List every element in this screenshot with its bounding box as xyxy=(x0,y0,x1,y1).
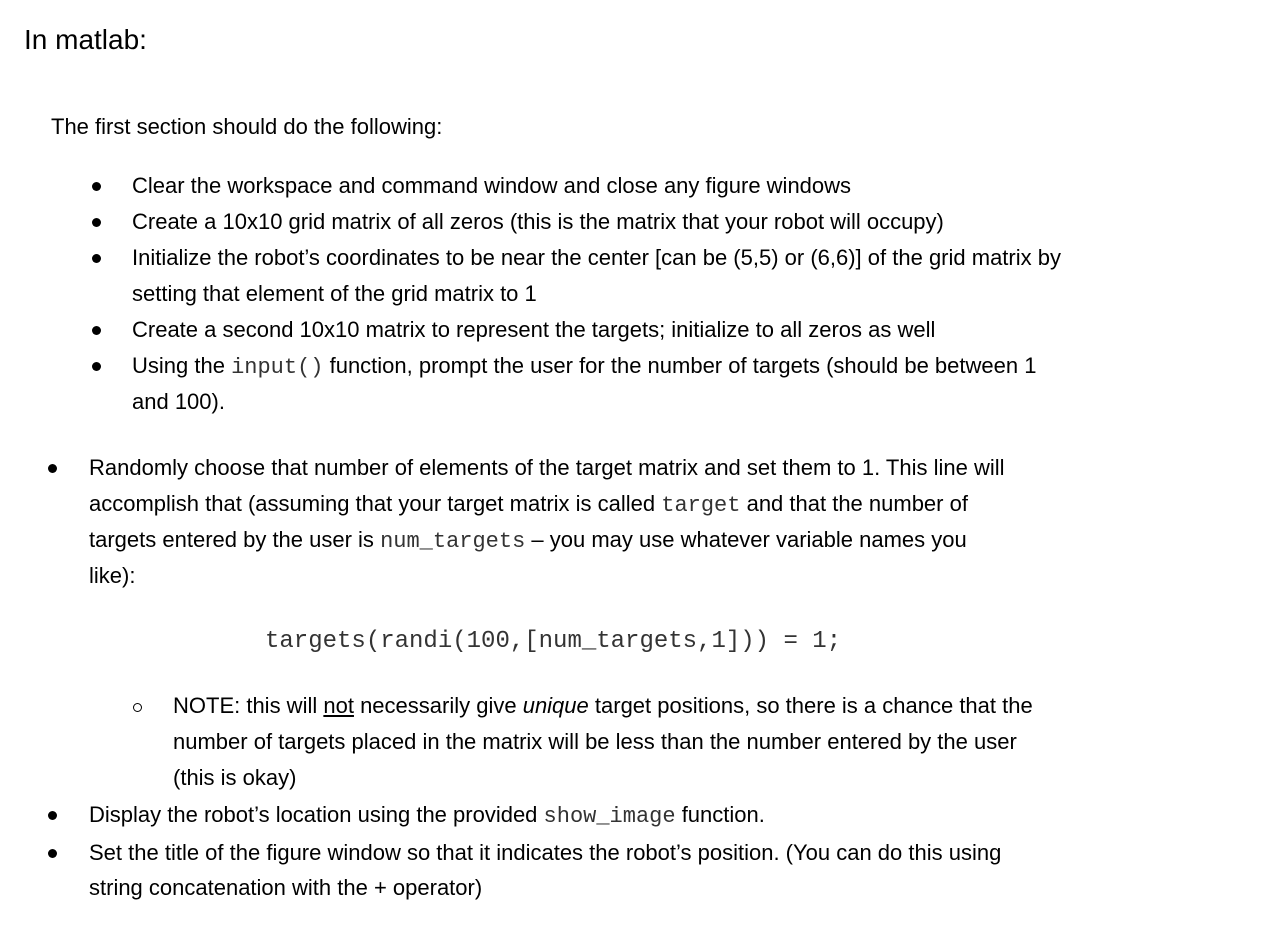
note-line: (this is okay) xyxy=(173,765,297,790)
inline-code: target xyxy=(661,493,741,518)
list-item: Initialize the robot’s coordinates to be near the center [can be (5,5) or (6,6)] of the grid matrix by xyxy=(132,245,1061,270)
bullet-icon xyxy=(92,218,101,227)
list-item-continuation: like): xyxy=(89,563,136,588)
inline-code: num_targets xyxy=(380,529,526,554)
note-line: number of targets placed in the matrix will be less than the number entered by the user xyxy=(173,729,1017,754)
bullet-icon xyxy=(48,811,57,820)
text-segment: targets entered by the user is xyxy=(89,527,381,552)
text-segment: Display the robot’s location using the provided xyxy=(89,802,544,827)
list-item-continuation: and 100). xyxy=(132,389,225,414)
bullet-icon xyxy=(48,849,57,858)
text-segment: target positions, so there is a chance that the xyxy=(588,693,1033,718)
bullet-icon xyxy=(92,182,101,191)
text-segment: necessarily give xyxy=(353,693,523,718)
text-segment: function. xyxy=(675,802,765,827)
underlined-text: not xyxy=(323,693,354,718)
list-item: Set the title of the figure window so that it indicates the robot’s position. (You can do this using xyxy=(89,840,1002,865)
text-segment: accomplish that (assuming that your target matrix is called xyxy=(89,491,662,516)
bullet-icon xyxy=(92,362,101,371)
inline-code: show_image xyxy=(543,804,676,829)
list-item-continuation xyxy=(89,522,967,560)
list-item: Create a second 10x10 matrix to represent the targets; initialize to all zeros as well xyxy=(132,317,936,342)
list-item-continuation xyxy=(89,486,968,524)
list-item-continuation: string concatenation with the + operator) xyxy=(89,875,483,900)
note-line xyxy=(173,688,1033,724)
italic-text: unique xyxy=(522,693,589,718)
text-segment: Using the xyxy=(132,353,232,378)
text-segment: and that the number of xyxy=(740,491,968,516)
circle-bullet-icon xyxy=(133,703,142,712)
list-item: Randomly choose that number of elements of the target matrix and set them to 1. This line will xyxy=(89,455,1005,480)
list-item: Clear the workspace and command window and close any figure windows xyxy=(132,173,852,198)
code-snippet: targets(randi(100,[num_targets,1])) = 1; xyxy=(265,628,842,655)
list-item xyxy=(132,348,1036,386)
text-segment: – you may use whatever variable names you xyxy=(525,527,967,552)
bullet-icon xyxy=(92,326,101,335)
list-item xyxy=(89,797,765,835)
list-item-continuation: setting that element of the grid matrix to 1 xyxy=(132,281,537,306)
section-intro: The first section should do the following: xyxy=(51,114,443,139)
list-item: Create a 10x10 grid matrix of all zeros (this is the matrix that your robot will occupy) xyxy=(132,209,944,234)
inline-code: input() xyxy=(231,355,324,380)
bullet-icon xyxy=(48,464,57,473)
bullet-icon xyxy=(92,254,101,263)
page-heading: In matlab: xyxy=(24,24,147,55)
text-segment: function, prompt the user for the number of targets (should be between 1 xyxy=(323,353,1037,378)
text-segment: NOTE: this will xyxy=(173,693,324,718)
